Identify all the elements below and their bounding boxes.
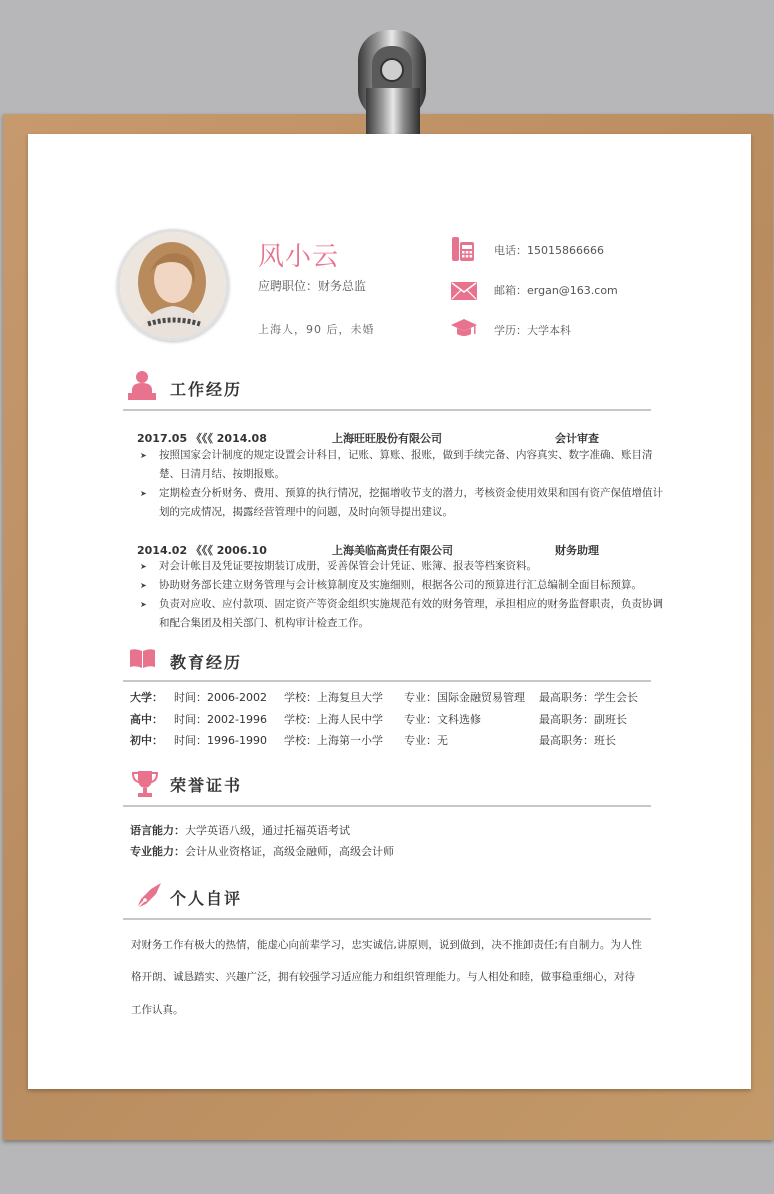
edu-school: 学校：上海第一小学 bbox=[284, 734, 383, 747]
job-2-period: 2014.02 《《《 2006.10 bbox=[137, 544, 267, 557]
table-row bbox=[130, 711, 690, 731]
honor-text: 会计从业资格证，高级金融师，高级会计师 bbox=[185, 845, 394, 858]
phone-icon bbox=[451, 236, 475, 262]
job-2-company: 上海美临高责任有限公司 bbox=[332, 544, 453, 557]
section-title-self-evaluation: 个人自评 bbox=[170, 889, 243, 908]
table-row bbox=[130, 732, 690, 752]
section-title-education: 教育经历 bbox=[170, 653, 243, 672]
job-1-company: 上海旺旺股份有限公司 bbox=[332, 432, 442, 445]
avatar bbox=[117, 229, 229, 341]
honor-label: 专业能力： bbox=[130, 845, 185, 858]
self-eval-line: 格开朗、诚恳踏实、兴趣广泛，拥有较强学习适应能力和组织管理能力。与人相处和睦，做事稳重细心，对待 bbox=[131, 971, 635, 983]
list-item: ➤ 定期检查分析财务、费用、预算的执行情况，挖掘增收节支的潜力，考核资金使用效果和国有资产保值增值计划的完成情况，揭露经营管理中的问题，及时向领导提出建议。 bbox=[138, 484, 663, 522]
phone-text: 电话：15015866666 bbox=[494, 244, 604, 257]
job-2-duties bbox=[138, 557, 663, 633]
job-2-title: 财务助理 bbox=[555, 544, 599, 557]
target-position: 应聘职位：财务总监 bbox=[258, 279, 367, 293]
edu-duty: 最高职务：副班长 bbox=[539, 713, 627, 726]
edu-school: 学校：上海人民中学 bbox=[284, 713, 383, 726]
edu-time: 时间：1996-1990 bbox=[174, 734, 267, 747]
list-item bbox=[130, 843, 394, 859]
pen-icon bbox=[133, 881, 163, 911]
email-text: 邮箱：ergan@163.com bbox=[494, 284, 618, 297]
book-icon bbox=[129, 648, 156, 669]
list-item: ➤ 负责对应收、应付款项、固定资产等资金组织实施规范有效的财务管理，承担相应的财务监督职责，负责协调和配合集团及相关部门、机构审计检查工作。 bbox=[138, 595, 663, 633]
section-title-honors: 荣誉证书 bbox=[170, 776, 243, 795]
section-divider-honors bbox=[123, 805, 651, 807]
honor-label: 语言能力： bbox=[130, 824, 185, 837]
list-item: ➤ 对会计帐目及凭证要按期装订成册，妥善保管会计凭证、账簿、报表等档案资料。 bbox=[138, 557, 663, 576]
edu-level: 高中： bbox=[130, 713, 163, 726]
mail-icon bbox=[451, 282, 477, 300]
honor-text: 大学英语八级，通过托福英语考试 bbox=[185, 824, 350, 837]
self-eval-line: 工作认真。 bbox=[131, 1004, 184, 1016]
edu-duty: 最高职务：班长 bbox=[539, 734, 616, 747]
edu-major: 专业：国际金融贸易管理 bbox=[404, 691, 525, 704]
person-icon bbox=[127, 370, 157, 401]
job-1-period: 2017.05 《《《 2014.08 bbox=[137, 432, 267, 445]
list-item: ➤ 按照国家会计制度的规定设置会计科目，记账、算账、报账，做到手续完备、内容真实、数字准确、账目清楚、日清月结、按期报账。 bbox=[138, 446, 663, 484]
job-1-title: 会计审查 bbox=[555, 432, 599, 445]
section-divider-self-evaluation bbox=[123, 918, 651, 920]
table-row bbox=[130, 689, 690, 709]
graduation-cap-icon bbox=[450, 318, 478, 338]
edu-duty: 最高职务：学生会长 bbox=[539, 691, 638, 704]
job-1-duties bbox=[138, 446, 663, 522]
edu-time: 时间：2002-1996 bbox=[174, 713, 267, 726]
basic-info: 上海人，90 后，未婚 bbox=[258, 323, 375, 336]
edu-time: 时间：2006-2002 bbox=[174, 691, 267, 704]
section-divider-education bbox=[123, 680, 651, 682]
section-title-work: 工作经历 bbox=[170, 380, 243, 399]
list-item bbox=[130, 822, 350, 838]
edu-school: 学校：上海复旦大学 bbox=[284, 691, 383, 704]
section-divider-work bbox=[123, 409, 651, 411]
education-level-text: 学历：大学本科 bbox=[494, 324, 571, 337]
list-item: ➤ 协助财务部长建立财务管理与会计核算制度及实施细则，根据各公司的预算进行汇总编制全面目标预算。 bbox=[138, 576, 663, 595]
candidate-name: 风小云 bbox=[258, 242, 340, 272]
edu-major: 专业：文科选修 bbox=[404, 713, 481, 726]
trophy-icon bbox=[132, 769, 158, 799]
edu-level: 大学： bbox=[130, 691, 163, 704]
edu-major: 专业：无 bbox=[404, 734, 448, 747]
self-eval-line: 对财务工作有极大的热情，能虚心向前辈学习，忠实诚信,讲原则，说到做到，决不推卸责任;有自制力。为人性 bbox=[131, 939, 642, 951]
edu-level: 初中： bbox=[130, 734, 163, 747]
